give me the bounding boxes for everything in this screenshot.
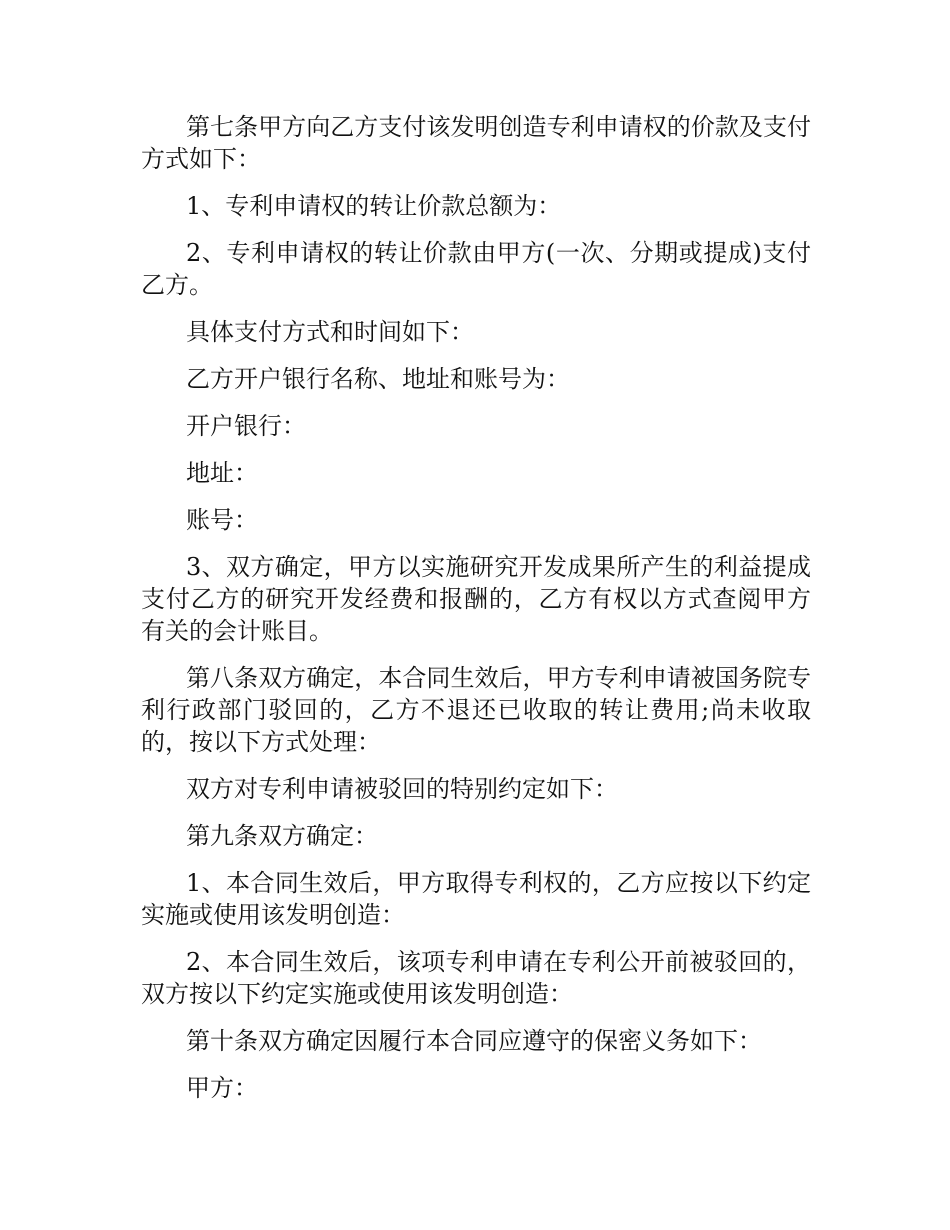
bank-name-line: 开户银行： — [186, 412, 306, 440]
bank-info-line: 乙方开户银行名称、地址和账号为： — [186, 365, 570, 393]
article-10-paragraph: 第十条双方确定因履行本合同应遵守的保密义务如下： — [186, 1027, 762, 1055]
rejection-special-agreement-line: 双方对专利申请被驳回的特别约定如下： — [186, 775, 618, 803]
article-7-paragraph: 第七条甲方向乙方支付该发明创造专利申请权的价款及支付方式如下： — [141, 113, 811, 173]
document-body — [141, 111, 811, 1119]
article-7-item-2: 2、专利申请权的转让价款由甲方(一次、分期或提成)支付乙方。 — [141, 239, 811, 299]
account-line: 账号： — [186, 506, 258, 534]
address-line: 地址： — [186, 459, 258, 487]
article-9-item-1: 1、本合同生效后，甲方取得专利权的，乙方应按以下约定实施或使用该发明创造： — [141, 869, 811, 929]
article-9-item-2: 2、本合同生效后，该项专利申请在专利公开前被驳回的，双方按以下约定实施或使用该发明创造： — [141, 948, 811, 1008]
party-a-line: 甲方： — [186, 1074, 258, 1102]
payment-method-line: 具体支付方式和时间如下： — [186, 318, 474, 346]
article-8-paragraph: 第八条双方确定，本合同生效后，甲方专利申请被国务院专利行政部门驳回的，乙方不退还已收取的转让费用;尚未收取的，按以下方式处理： — [141, 664, 811, 756]
article-7-item-3: 3、双方确定，甲方以实施研究开发成果所产生的利益提成支付乙方的研究开发经费和报酬的，乙方有权以方式查阅甲方有关的会计账目。 — [141, 553, 811, 645]
article-9-paragraph: 第九条双方确定： — [186, 822, 378, 850]
article-7-item-1: 1、专利申请权的转让价款总额为： — [186, 192, 562, 220]
